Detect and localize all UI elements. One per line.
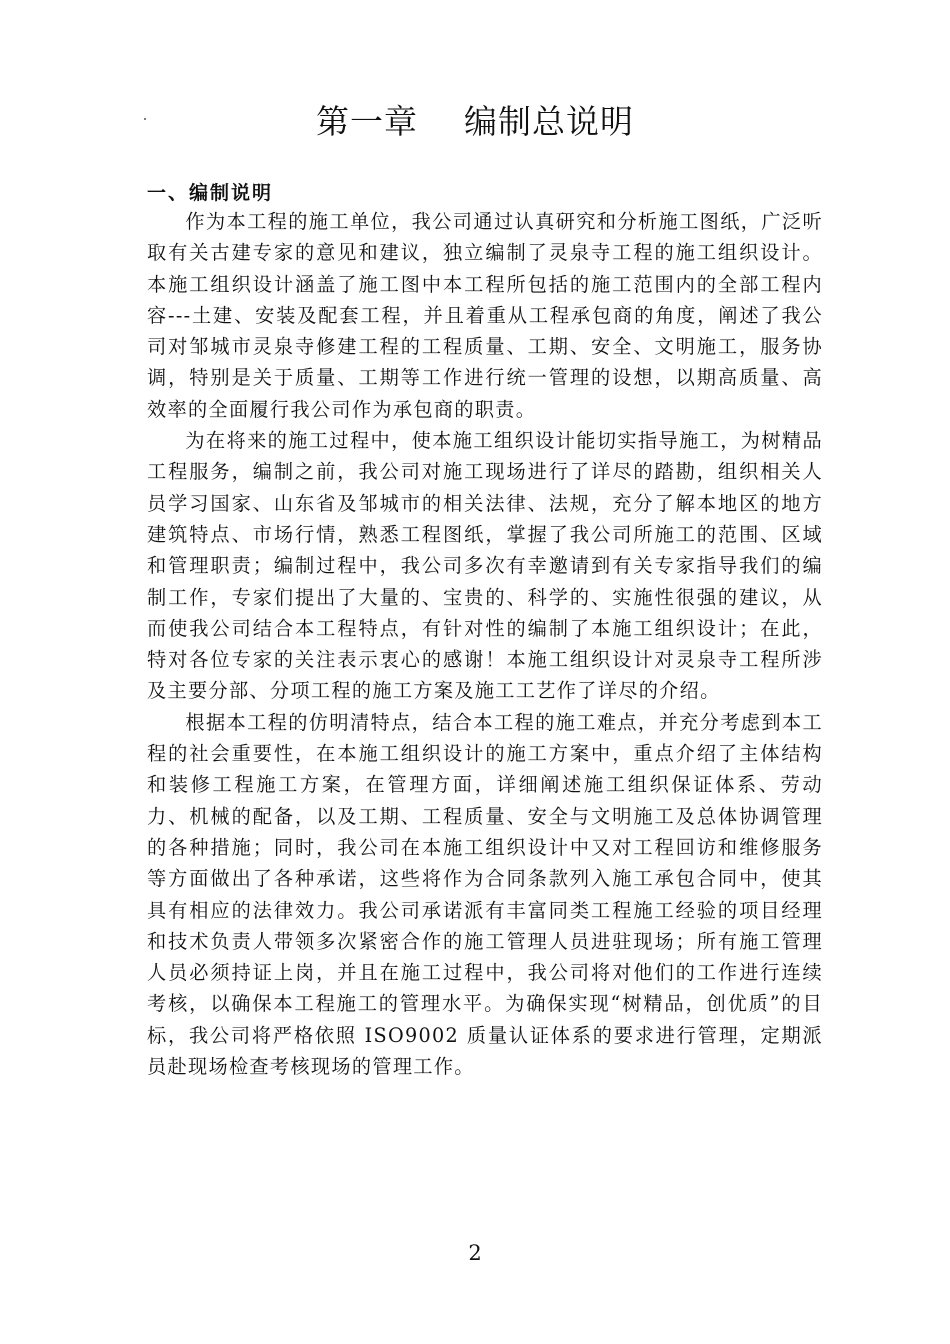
- body-text: [147, 206, 823, 1082]
- paragraph-preparation: 为在将来的施工过程中，使本施工组织设计能切实指导施工，为树精品工程服务，编制之前，我公司对施工现场进行了详尽的踏勘，组织相关人员学习国家、山东省及邹城市的相关法律、法规，充分了解本地区的地方建筑特点、市场行情，熟悉工程图纸，掌握了我公司所施工的范围、区域和管理职责；编制过程中，我公司多次有幸邀请到有关专家指导我们的编制工作，专家们提出了大量的、宝贵的、科学的、实施性很强的建议，从而使我公司结合本工程特点，有针对性的编制了本施工组织设计；在此，特对各位专家的关注表示衷心的感谢！本施工组织设计对灵泉寺工程所涉及主要分部、分项工程的施工方案及施工工艺作了详尽的介绍。: [147, 429, 823, 703]
- paragraph-intro: 作为本工程的施工单位，我公司通过认真研究和分析施工图纸，广泛听取有关古建专家的意见和建议，独立编制了灵泉寺工程的施工组织设计。本施工组织设计涵盖了施工图中本工程所包括的施工范围内的全部工程内容---土建、安装及配套工程，并且着重从工程承包商的角度，阐述了我公司对邹城市灵泉寺修建工程的工程质量、工期、安全、文明施工，服务协调，特别是关于质量、工期等工作进行统一管理的设想，以期高质量、高效率的全面履行我公司作为承包商的职责。: [147, 210, 823, 421]
- paragraph-approach: 根据本工程的仿明清特点，结合本工程的施工难点，并充分考虑到本工程的社会重要性，在本施工组织设计的施工方案中，重点介绍了主体结构和装修工程施工方案，在管理方面，详细阐述施工组织保证体系、劳动力、机械的配备，以及工期、工程质量、安全与文明施工及总体协调管理的各种措施；同时，我公司在本施工组织设计中又对工程回访和维修服务等方面做出了各种承诺，这些将作为合同条款列入施工承包合同中，使其具有相应的法律效力。我公司承诺派有丰富同类工程施工经验的项目经理和技术负责人带领多次紧密合作的施工管理人员进驻现场；所有施工管理人员必须持证上岗，并且在施工过程中，我公司将对他们的工作进行连续考核，以确保本工程施工的管理水平。为确保实现“树精品，创优质”的目标，我公司将严格依照 ISO9002 质量认证体系的要求进行管理，定期派员赴现场检查考核现场的管理工作。: [147, 710, 823, 1079]
- page-number: 2: [468, 1241, 482, 1265]
- section-heading: 一、编制说明: [147, 182, 274, 204]
- chapter-title: 第一章 编制总说明: [316, 102, 634, 141]
